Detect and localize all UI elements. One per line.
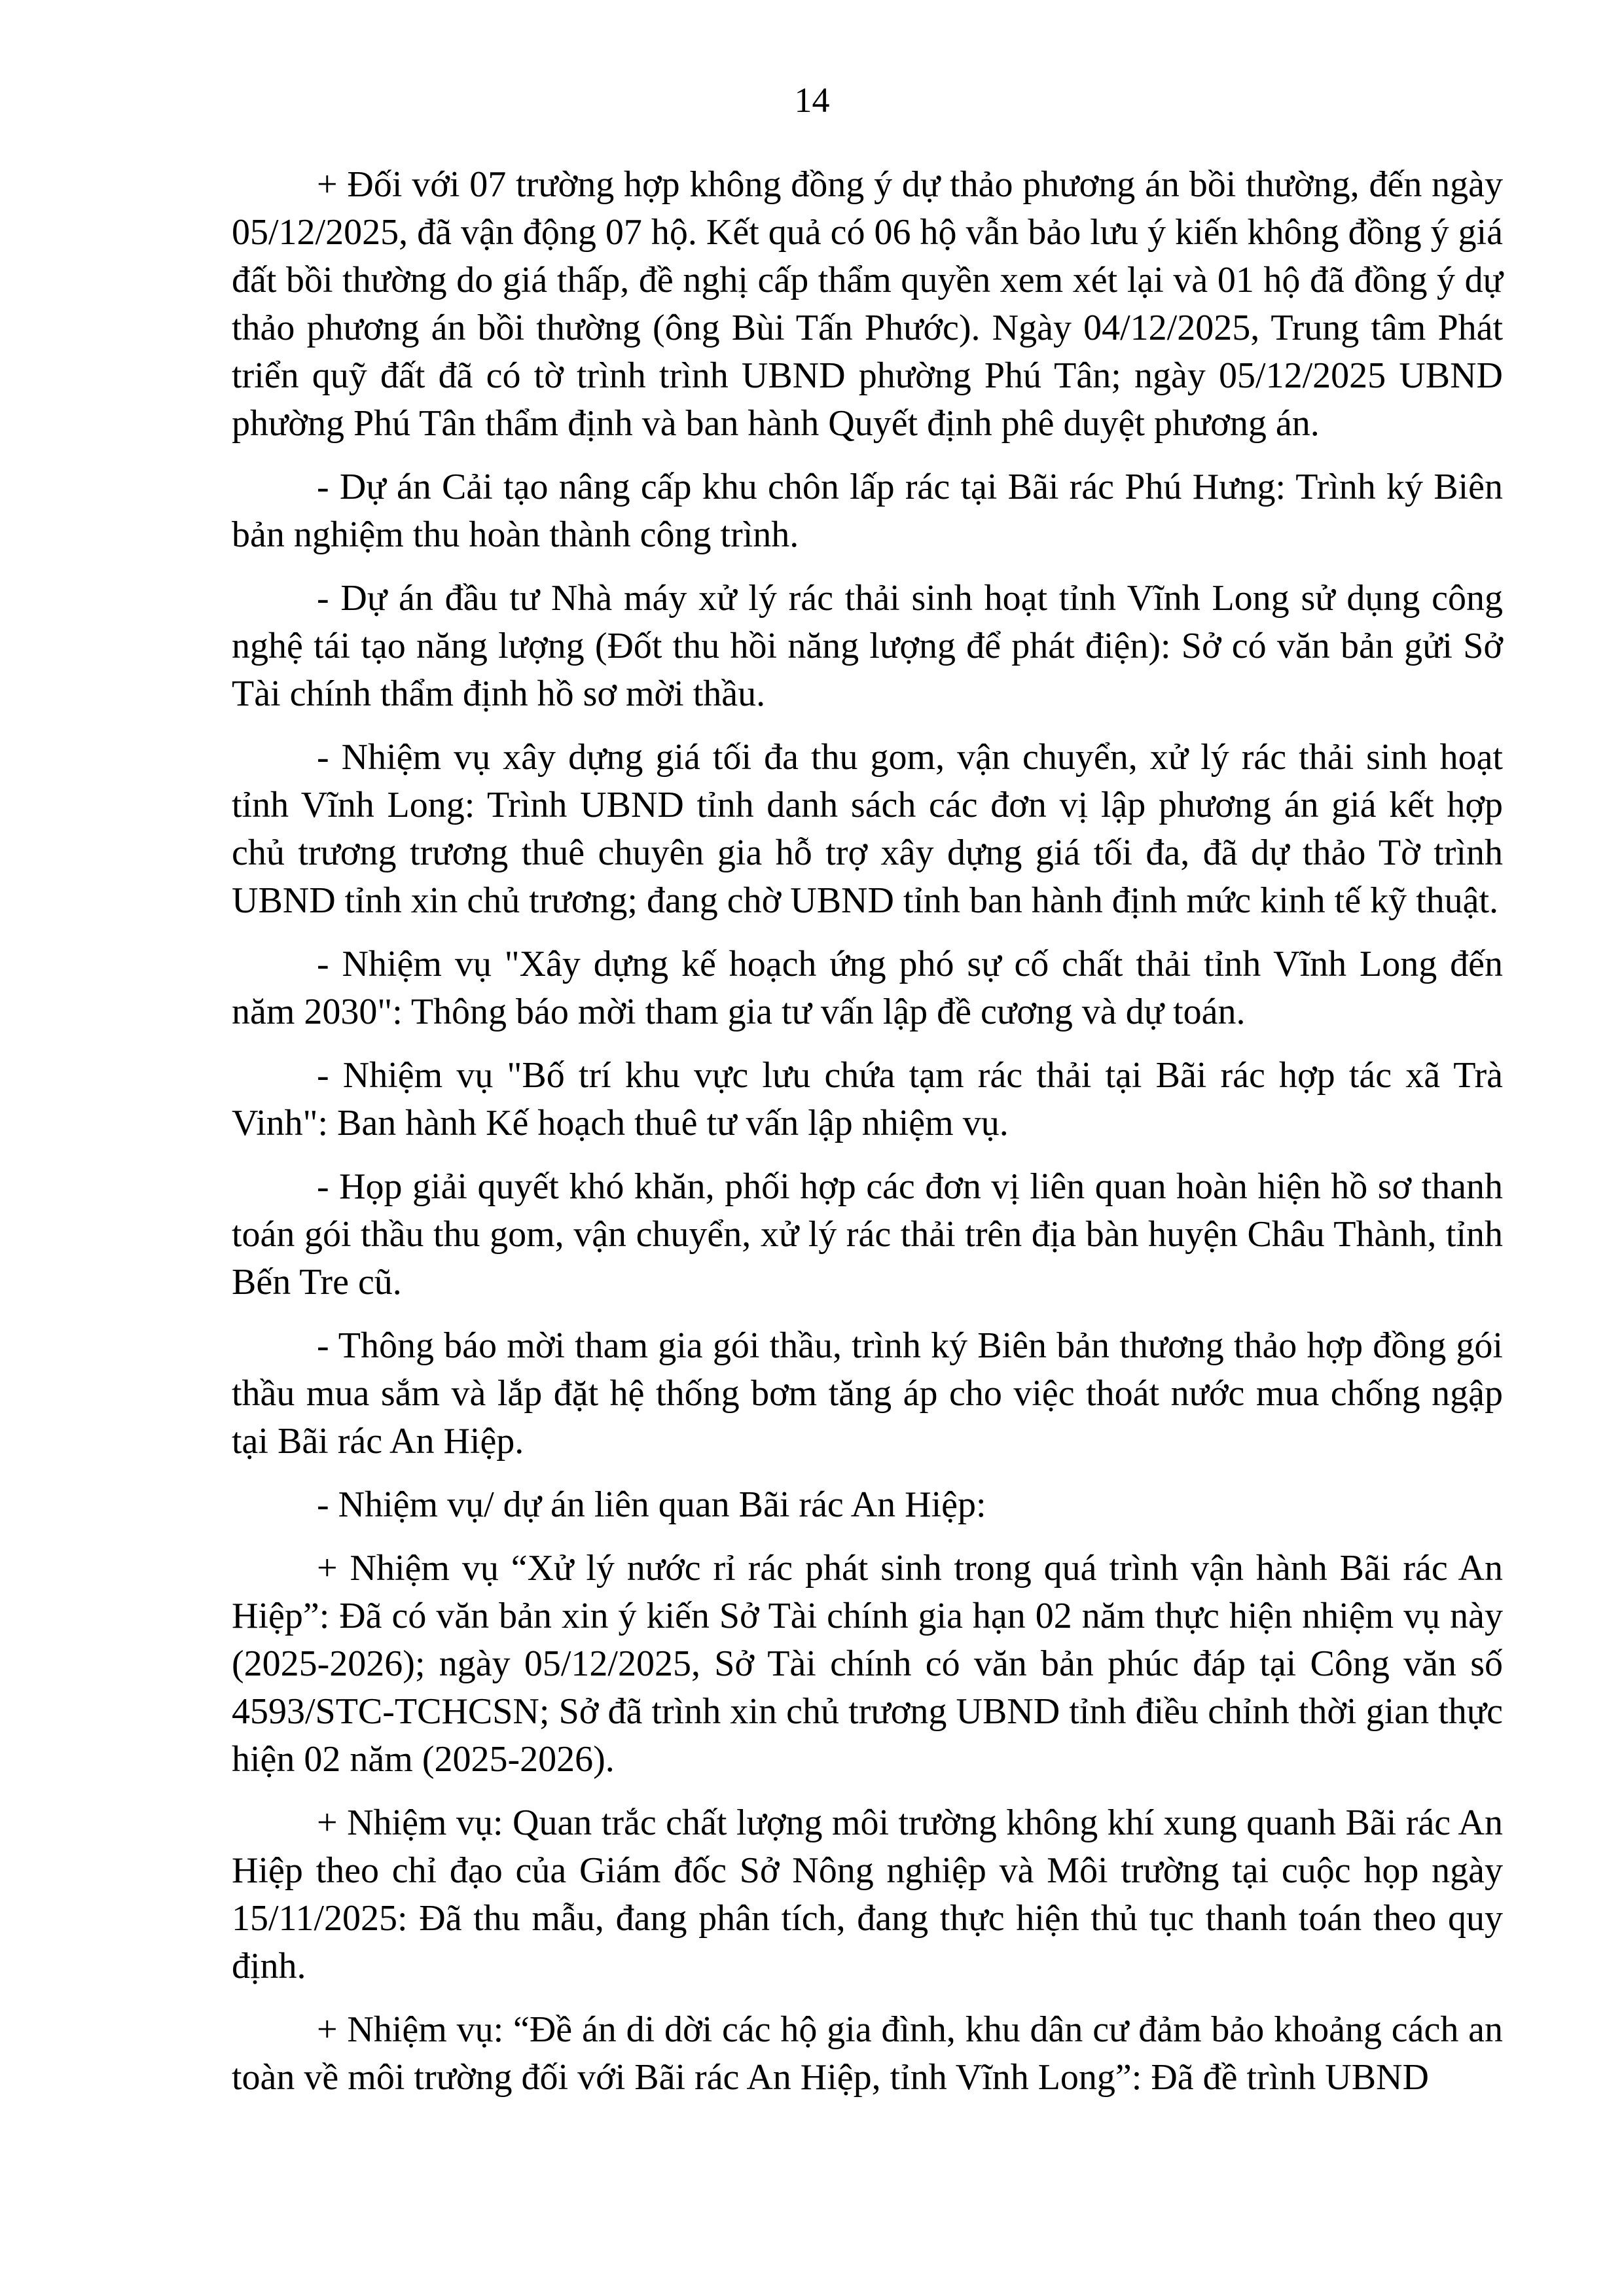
- paragraph-max-price: - Nhiệm vụ xây dựng giá tối đa thu gom, vận chuyển, xử lý rác thải sinh hoạt tỉnh Vĩnh Long: Trình UBND tỉnh danh sách các đơn vị lập phương án giá kết hợp chủ trương trương thuê chuyên gia hỗ trợ xây dựng giá tối đa, đã dự thảo Tờ trình UBND tỉnh xin chủ trương; đang chờ UBND tỉnh ban hành định mức kinh tế kỹ thuật.: [232, 737, 1503, 921]
- paragraph-pump-tender: - Thông báo mời tham gia gói thầu, trình ký Biên bản thương thảo hợp đồng gói thầu mua sắm và lắp đặt hệ thống bơm tăng áp cho việc thoát nước mua chống ngập tại Bãi rác An Hiệp.: [232, 1325, 1503, 1462]
- paragraph-relocation: + Nhiệm vụ: “Đề án di dời các hộ gia đình, khu dân cư đảm bảo khoảng cách an toàn về môi trường đối với Bãi rác An Hiệp, tỉnh Vĩnh Long”: Đã đề trình UBND: [232, 2009, 1503, 2098]
- paragraph-leachate: + Nhiệm vụ “Xử lý nước rỉ rác phát sinh trong quá trình vận hành Bãi rác An Hiệp”: Đã có văn bản xin ý kiến Sở Tài chính gia hạn 02 năm thực hiện nhiệm vụ này (2025-2026); ngày 05/12/2025, Sở Tài chính có văn bản phúc đáp tại Công văn số 4593/STC-TCHCSN; Sở đã trình xin chủ trương UBND tỉnh điều chỉnh thời gian thực hiện 02 năm (2025-2026).: [232, 1548, 1503, 1780]
- page-number: 14: [794, 81, 830, 120]
- paragraph-land-compensation: + Đối với 07 trường hợp không đồng ý dự thảo phương án bồi thường, đến ngày 05/12/2025, đã vận động 07 hộ. Kết quả có 06 hộ vẫn bảo lưu ý kiến không đồng ý giá đất bồi thường do giá thấp, đề nghị cấp thẩm quyền xem xét lại và 01 hộ đã đồng ý dự thảo phương án bồi thường (ông Bùi Tấn Phước). Ngày 04/12/2025, Trung tâm Phát triển quỹ đất đã có tờ trình trình UBND phường Phú Tân; ngày 05/12/2025 UBND phường Phú Tân thẩm định và ban hành Quyết định phê duyệt phương án.: [232, 164, 1503, 444]
- paragraph-waste-plant: - Dự án đầu tư Nhà máy xử lý rác thải sinh hoạt tỉnh Vĩnh Long sử dụng công nghệ tái tạo năng lượng (Đốt thu hồi năng lượng để phát điện): Sở có văn bản gửi Sở Tài chính thẩm định hồ sơ mời thầu.: [232, 578, 1503, 714]
- paragraph-response-plan: - Nhiệm vụ "Xây dựng kế hoạch ứng phó sự cố chất thải tỉnh Vĩnh Long đến năm 2030": Thông báo mời tham gia tư vấn lập đề cương và dự toán.: [232, 944, 1503, 1032]
- document-body: [232, 161, 1503, 2117]
- paragraph-payment-meeting: - Họp giải quyết khó khăn, phối hợp các đơn vị liên quan hoàn hiện hồ sơ thanh toán gói thầu thu gom, vận chuyển, xử lý rác thải trên địa bàn huyện Châu Thành, tỉnh Bến Tre cũ.: [232, 1166, 1503, 1302]
- paragraph-temporary-storage: - Nhiệm vụ "Bố trí khu vực lưu chứa tạm rác thải tại Bãi rác hợp tác xã Trà Vinh": Ban hành Kế hoạch thuê tư vấn lập nhiệm vụ.: [232, 1055, 1503, 1143]
- paragraph-phu-hung-landfill: - Dự án Cải tạo nâng cấp khu chôn lấp rác tại Bãi rác Phú Hưng: Trình ký Biên bản nghiệm thu hoàn thành công trình.: [232, 467, 1503, 555]
- paragraph-an-hiep-heading: - Nhiệm vụ/ dự án liên quan Bãi rác An Hiệp:: [317, 1484, 986, 1525]
- paragraph-air-monitoring: + Nhiệm vụ: Quan trắc chất lượng môi trường không khí xung quanh Bãi rác An Hiệp theo chỉ đạo của Giám đốc Sở Nông nghiệp và Môi trường tại cuộc họp ngày 15/11/2025: Đã thu mẫu, đang phân tích, đang thực hiện thủ tục thanh toán theo quy định.: [232, 1803, 1503, 1986]
